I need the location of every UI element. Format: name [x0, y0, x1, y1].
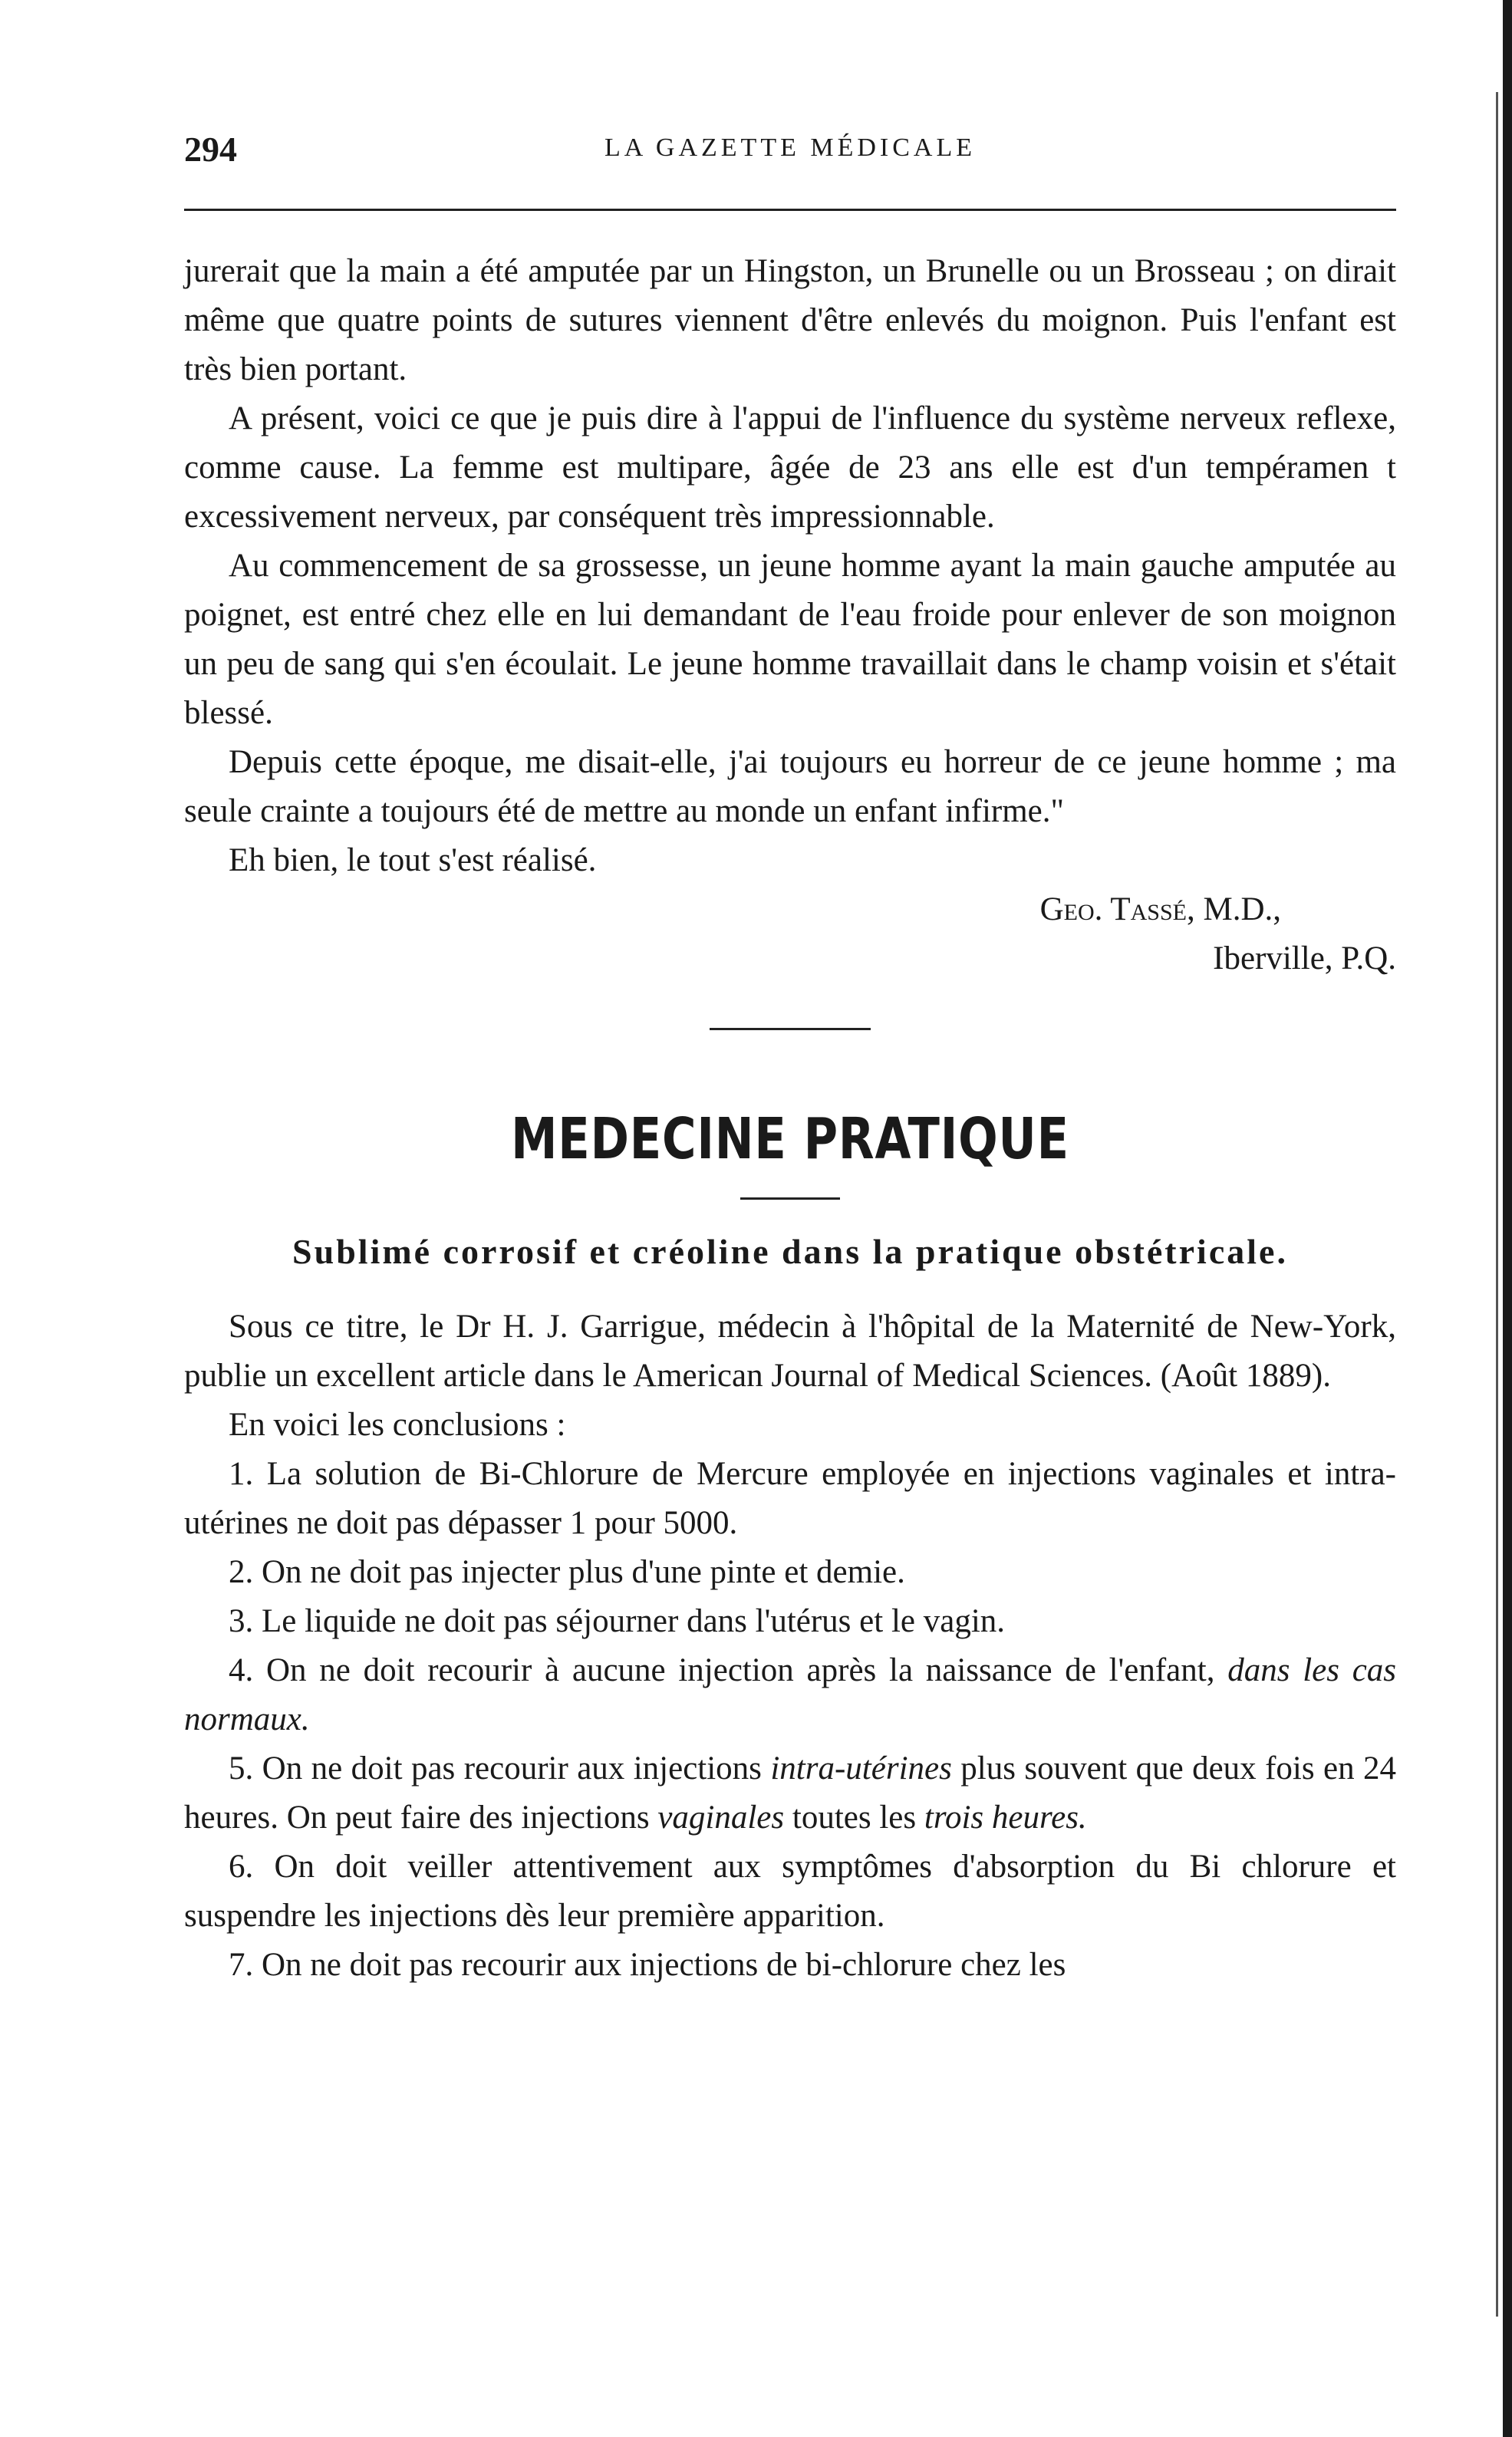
body-text — [184, 247, 1396, 1990]
conclusion-item-5 — [184, 1744, 1396, 1843]
item-5-emphasis-3: trois heures. — [924, 1800, 1087, 1836]
paragraph-cause: A présent, voici ce que je puis dire à l'appui de l'influence du système nerveux reflexe, comme cause. La femme est multipare, âgée de 23 ans elle est d'un tempéramen t excessivement nerveux, par conséquent très impressionnable. — [184, 400, 1396, 535]
paragraph-quote: Depuis cette époque, me disait-elle, j'ai toujours eu horreur de ce jeune homme ; ma seule crainte a toujours été de mettre au monde un enfant infirme." — [184, 744, 1396, 829]
article-title: Sublimé corrosif et créoline dans la pratique obstétricale. — [292, 1232, 1288, 1271]
paragraph-event: Au commencement de sa grossesse, un jeune homme ayant la main gauche amputée au poignet, est entré chez elle en lui demandant de l'eau froide pour enlever de son moignon un peu de sang qui s'en écoulait. Le jeune homme travaillait dans le champ voisin et s'était blessé. — [184, 548, 1396, 731]
item-4-emphasis: dans les cas normaux. — [184, 1652, 1397, 1737]
page-edge-line — [1496, 92, 1498, 2317]
title-divider — [740, 1197, 840, 1200]
section-divider — [710, 1028, 871, 1030]
item-5-emphasis-1: intra-utérines — [770, 1750, 952, 1787]
paragraph-conclusion: Eh bien, le tout s'est réalisé. — [229, 842, 597, 878]
paragraph-continued: jurerait que la main a été amputée par un Hingston, un Brunelle ou un Brosseau ; on dirait même que quatre points de sutures viennent d'être enlevés du moignon. Puis l'enfant est très bien portant. — [184, 253, 1396, 387]
header-rule — [184, 209, 1396, 211]
section-title: MEDECINE PRATIQUE — [511, 1106, 1069, 1172]
item-4-text: 4. On ne doit recourir à aucune injection après la naissance de l'enfant, — [229, 1652, 1215, 1688]
conclusion-item-6: 6. On doit veiller attentivement aux symptômes d'absorption du Bi chlorure et suspendre les injections dès leur première apparition. — [184, 1849, 1396, 1934]
page-number: 294 — [184, 130, 237, 169]
conclusion-item-4 — [184, 1646, 1396, 1744]
page-edge-shadow — [1503, 0, 1512, 2437]
conclusion-item-1: 1. La solution de Bi-Chlorure de Mercure employée en injections vaginales et intra-utérines ne doit pas dépasser 1 pour 5000. — [184, 1456, 1396, 1541]
item-5-part-c: toutes les — [792, 1800, 917, 1836]
conclusion-item-2: 2. On ne doit pas injecter plus d'une pinte et demie. — [229, 1554, 905, 1590]
article-intro: Sous ce titre, le Dr H. J. Garrigue, médecin à l'hôpital de la Maternité de New-York, publie un excellent article dans le American Journal of Medical Sciences. (Août 1889). — [184, 1309, 1396, 1394]
item-5-part-b: plus souvent que deux fois en 24 heures. On peut faire des injections — [184, 1750, 1397, 1836]
conclusion-item-7: 7. On ne doit pas recourir aux injections de bi-chlorure chez les — [229, 1947, 1066, 1983]
article-lead: En voici les conclusions : — [229, 1407, 566, 1443]
signature-place: Iberville, P.Q. — [1213, 940, 1396, 976]
journal-title: LA GAZETTE MÉDICALE — [604, 133, 977, 162]
item-5-part-a: 5. On ne doit pas recourir aux injections — [229, 1750, 762, 1787]
signature-name: Geo. Tassé, M.D., — [1039, 891, 1281, 927]
conclusion-item-3: 3. Le liquide ne doit pas séjourner dans l'utérus et le vagin. — [229, 1603, 1006, 1639]
item-5-emphasis-2: vaginales — [657, 1800, 785, 1836]
running-head — [184, 129, 1396, 183]
